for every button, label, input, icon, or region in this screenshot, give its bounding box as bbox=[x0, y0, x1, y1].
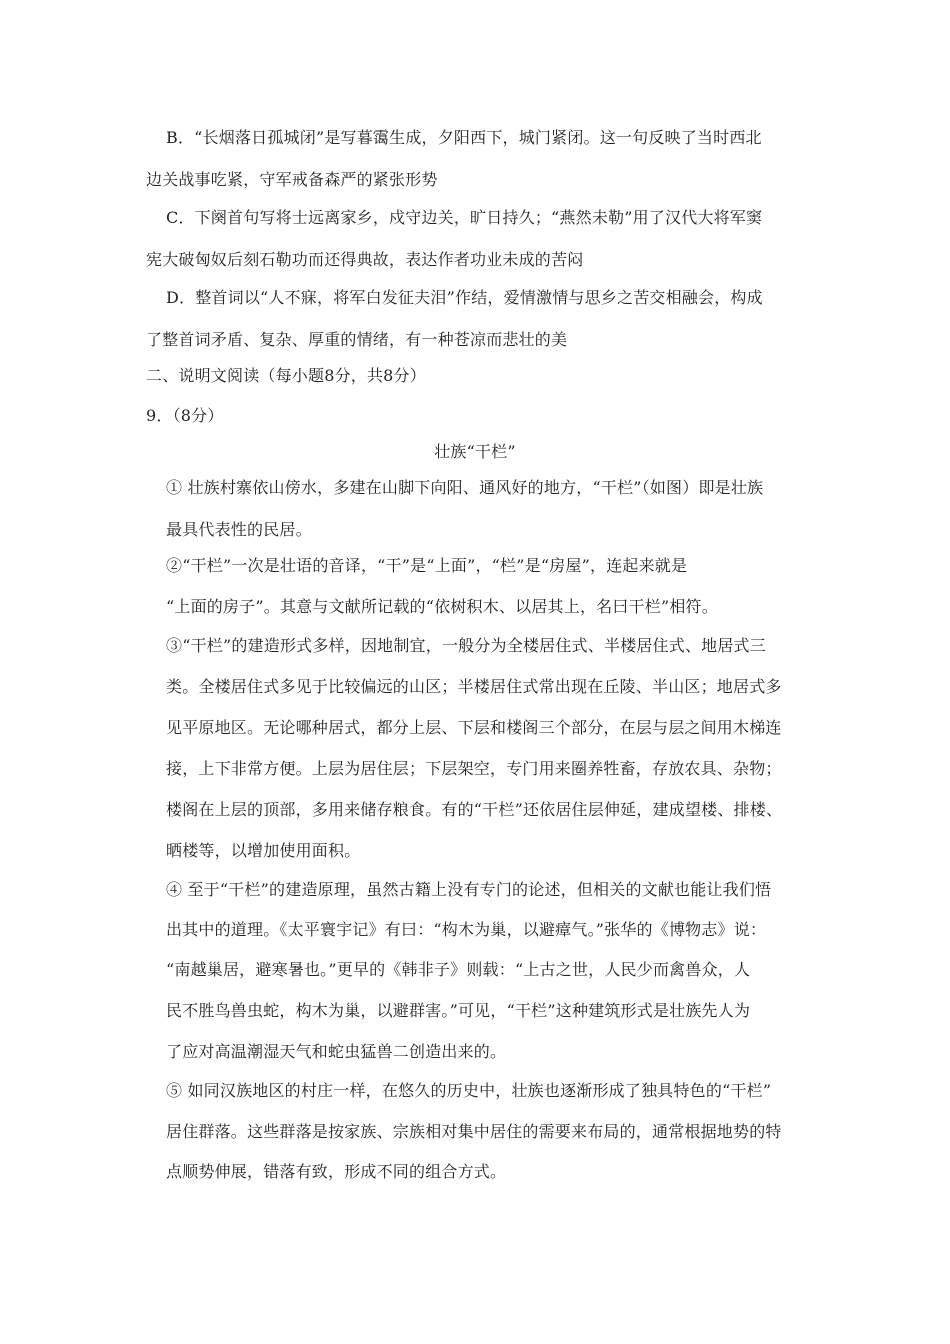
option-d-line-2: 了整首词矛盾、复杂、厚重的情绪，有一种苍凉而悲壮的美 bbox=[146, 330, 568, 349]
option-b-line-2: 边关战事吃紧，守军戒备森严的紧张形势 bbox=[146, 170, 438, 189]
paragraph-3-line-5: 楼阁在上层的顶部，多用来储存粮食。有的“干栏”还依居住层伸延，建成望楼、排楼、 bbox=[166, 800, 783, 819]
paragraph-5-line-2: 居住群落。这些群落是按家族、宗族相对集中居住的需要来布局的，通常根据地势的特 bbox=[166, 1122, 782, 1141]
paragraph-3-line-6: 晒楼等，以增加使用面积。 bbox=[166, 841, 361, 860]
paragraph-1-line-2: 最具代表性的民居。 bbox=[166, 520, 312, 539]
option-c-line-1: C．下阕首句写将士远离家乡，戍守边关，旷日持久；“燕然未勒”用了汉代大将军窦 bbox=[166, 208, 763, 227]
paragraph-3-line-4: 接，上下非常方便。上层为居住层；下层架空，专门用来圈养牲畜，存放农具、杂物； bbox=[166, 759, 782, 778]
paragraph-4-line-1: ④ 至于“干栏”的建造原理，虽然古籍上没有专门的论述，但相关的文献也能让我们悟 bbox=[166, 880, 772, 899]
question-number: 9．（8分） bbox=[146, 406, 224, 425]
paragraph-3-line-2: 类。全楼居住式多见于比较偏远的山区；半楼居住式常出现在丘陵、半山区；地居式多 bbox=[166, 677, 782, 696]
paragraph-3-line-3: 见平原地区。无论哪种居式，都分上层、下层和楼阁三个部分，在层与层之间用木梯连 bbox=[166, 718, 782, 737]
option-b-line-1: B．“长烟落日孤城闭”是写暮霭生成，夕阳西下，城门紧闭。这一句反映了当时西北 bbox=[166, 128, 762, 147]
paragraph-3-line-1: ③“干栏”的建造形式多样，因地制宜，一般分为全楼居住式、半楼居住式、地居式三 bbox=[166, 636, 766, 655]
paragraph-4-line-5: 了应对高温潮湿天气和蛇虫猛兽二创造出来的。 bbox=[166, 1042, 507, 1061]
option-d-line-1: D．整首词以“人不寐，将军白发征夫泪”作结，爱情激情与思乡之苦交相融会，构成 bbox=[166, 288, 763, 307]
paragraph-2-line-2: “上面的房子”。其意与文献所记载的“依树积木、以居其上，名曰干栏”相符。 bbox=[166, 597, 718, 616]
paragraph-5-line-3: 点顺势伸展，错落有致，形成不同的组合方式。 bbox=[166, 1162, 507, 1181]
paragraph-4-line-4: 民不胜鸟兽虫蛇，构木为巢，以避群害。”可见，“干栏”这种建筑形式是壮族先人为 bbox=[166, 1001, 751, 1020]
section-heading: 二、说明文阅读（每小题8分，共8分） bbox=[146, 366, 426, 385]
paragraph-4-line-3: “南越巢居，避寒暑也。”更早的《韩非子》则载：“上古之世，人民少而禽兽众，人 bbox=[166, 960, 751, 979]
paragraph-2-line-1: ②“干栏”一次是壮语的音译，“干”是“上面”，“栏”是“房屋”，连起来就是 bbox=[166, 556, 688, 575]
paragraph-4-line-2: 出其中的道理。《太平寰宇记》有曰：“构木为巢，以避瘴气。”张华的《博物志》说： bbox=[166, 920, 767, 939]
article-title: 壮族“干栏” bbox=[434, 442, 516, 461]
option-c-line-2: 宪大破匈奴后刻石勒功而还得典故，表达作者功业未成的苦闷 bbox=[146, 250, 584, 269]
paragraph-1-line-1: ① 壮族村寨依山傍水，多建在山脚下向阳、通风好的地方，“干栏”（如图）即是壮族 bbox=[166, 478, 764, 497]
paragraph-5-line-1: ⑤ 如同汉族地区的村庄一样，在悠久的历史中，壮族也逐渐形成了独具特色的“干栏” bbox=[166, 1081, 772, 1100]
